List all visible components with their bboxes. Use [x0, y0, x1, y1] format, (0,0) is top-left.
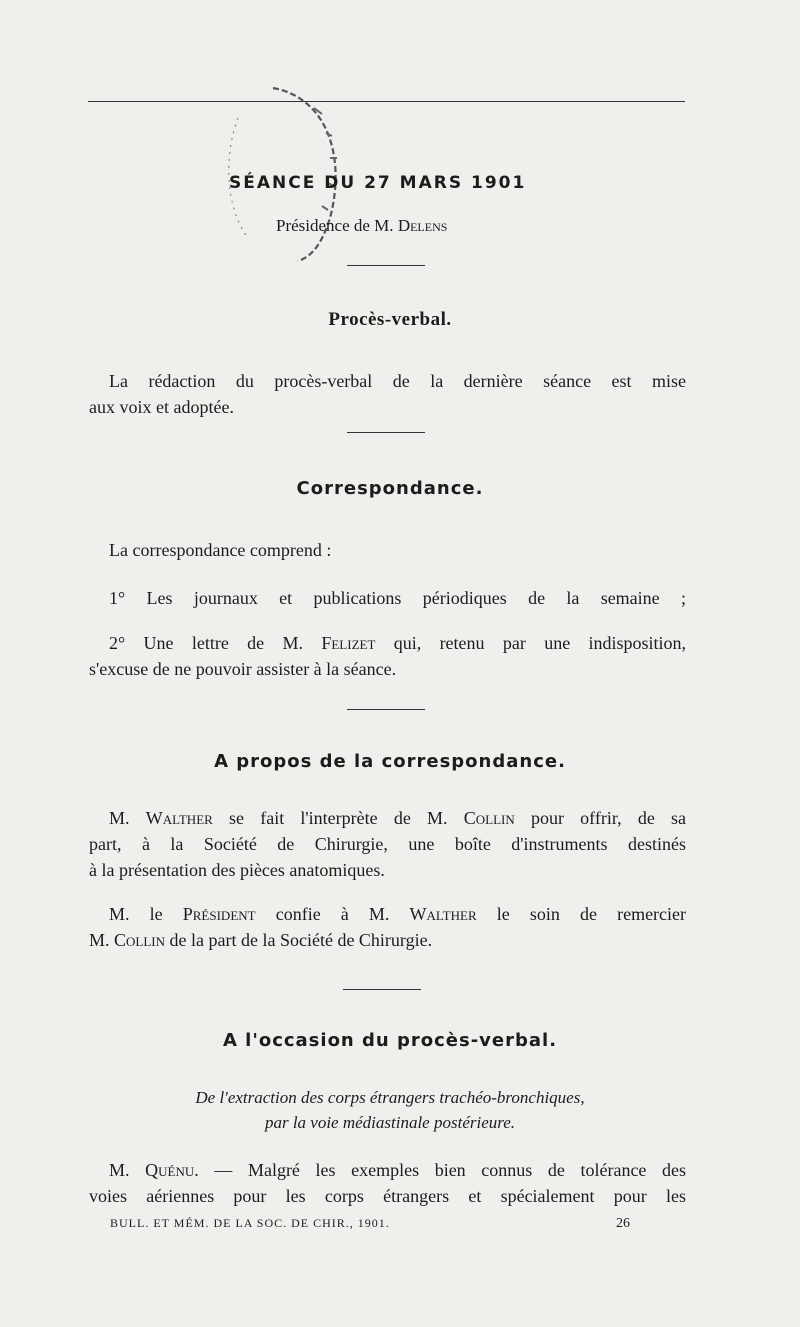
- page-footer: [110, 1216, 630, 1232]
- subtitle-line: De l'extraction des corps étrangers trachéo-bronchiques,: [195, 1088, 585, 1107]
- president-name: Delens: [397, 216, 448, 235]
- subtitle-line: par la voie médiastinale postérieure.: [264, 1113, 516, 1132]
- page-number: 26: [616, 1216, 630, 1231]
- text-line: [89, 927, 686, 953]
- text-fragment: qui, retenu par une indisposition,: [393, 633, 687, 653]
- text-fragment: se fait l'interprète de M.: [229, 808, 448, 828]
- person-name: Collin: [114, 930, 166, 950]
- text-fragment: confie à M.: [275, 904, 390, 924]
- text-line: [89, 630, 686, 656]
- paragraph-proces-verbal: [89, 368, 686, 420]
- text-line: part, à la Société de Chirurgie, une boîte d'instruments destinés: [89, 834, 686, 854]
- divider-rule: [347, 709, 425, 710]
- person-name: Felizet: [321, 633, 376, 653]
- text-line: La correspondance comprend :: [109, 540, 332, 560]
- text-line: [89, 1157, 686, 1183]
- heading-correspondance: Correspondance.: [296, 478, 484, 499]
- text-fragment: 2° Une lettre de M.: [109, 633, 303, 653]
- text-line: à la présentation des pièces anatomiques.: [89, 860, 385, 880]
- text-line: [89, 901, 686, 927]
- text-line: aux voix et adoptée.: [89, 397, 234, 417]
- top-rule: [88, 101, 685, 102]
- person-name: Walther: [409, 904, 477, 924]
- text-fragment: M.: [89, 930, 110, 950]
- text-line: La rédaction du procès-verbal de la dernière séance est mise: [109, 371, 686, 391]
- text-line: voies aériennes pour les corps étrangers et spécialement pour les: [89, 1186, 686, 1206]
- heading-occasion: A l'occasion du procès-verbal.: [222, 1030, 558, 1051]
- text-fragment: le soin de remercier: [496, 904, 687, 924]
- journal-citation: BULL. ET MÉM. DE LA SOC. DE CHIR., 1901.: [110, 1216, 390, 1230]
- text-fragment: M.: [109, 1160, 130, 1180]
- paragraph-a-propos-2: [89, 901, 686, 953]
- seance-title: SÉANCE DU 27 MARS 1901: [229, 173, 527, 193]
- divider-rule: [343, 989, 421, 990]
- paragraph-correspondance-item2: [89, 630, 686, 682]
- paragraph-correspondance-intro: [89, 537, 686, 563]
- text-fragment: M. le: [109, 904, 163, 924]
- text-line: [89, 805, 686, 831]
- text-fragment: pour offrir, de sa: [530, 808, 687, 828]
- divider-rule: [347, 265, 425, 266]
- text-fragment: — Malgré les exemples bien connus de tolérance des: [214, 1160, 687, 1180]
- title-president: Président: [182, 904, 256, 924]
- presidence-prefix: Présidence de M.: [276, 216, 394, 235]
- paragraph-a-propos-1: [89, 805, 686, 883]
- text-fragment: de la part de la Société de Chirurgie.: [169, 930, 433, 950]
- person-name: Quénu.: [145, 1160, 199, 1180]
- heading-proces-verbal: Procès-verbal.: [328, 309, 452, 330]
- person-name: Collin: [463, 808, 515, 828]
- paragraph-occasion: [89, 1157, 686, 1209]
- presidence-line: [276, 216, 447, 236]
- article-subtitle: [0, 1085, 780, 1135]
- text-line: s'excuse de ne pouvoir assister à la séance.: [89, 659, 397, 679]
- paragraph-correspondance-item1: [89, 585, 686, 611]
- divider-rule: [347, 432, 425, 433]
- text-line: 1° Les journaux et publications périodiques de la semaine ;: [109, 588, 686, 608]
- heading-a-propos: A propos de la correspondance.: [214, 751, 566, 772]
- person-name: Walther: [145, 808, 213, 828]
- text-fragment: M.: [109, 808, 130, 828]
